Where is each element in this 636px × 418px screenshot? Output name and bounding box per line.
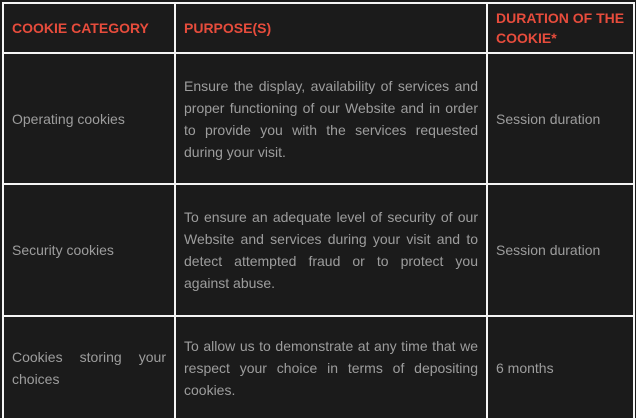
cell-purpose: To ensure an adequate level of security of our Website and services during your visit and to detect attempted fraud or to protect you against abuse. [175, 184, 487, 316]
cell-duration: Session duration [487, 53, 634, 184]
cookie-policy-table [2, 2, 635, 418]
cell-category: Security cookies [3, 184, 175, 316]
cell-category: Cookies storing your choices [3, 316, 175, 418]
cell-purpose: To allow us to demonstrate at any time that we respect your choice in terms of depositing cookies. [175, 316, 487, 418]
cell-duration: Session duration [487, 184, 634, 316]
table-row-security-cookies [3, 184, 634, 316]
column-header-cookie-category: COOKIE CATEGORY [3, 3, 175, 53]
table-row-operating-cookies [3, 53, 634, 184]
cell-duration: 6 months [487, 316, 634, 418]
column-header-purpose: PURPOSE(S) [175, 3, 487, 53]
table-header-row [3, 3, 634, 53]
cell-purpose: Ensure the display, availability of services and proper functioning of our Website and in order to provide you with the services requested during your visit. [175, 53, 487, 184]
column-header-duration: DURATION OF THE COOKIE* [487, 3, 634, 53]
cell-category: Operating cookies [3, 53, 175, 184]
table-row-cookies-storing-choices [3, 316, 634, 418]
